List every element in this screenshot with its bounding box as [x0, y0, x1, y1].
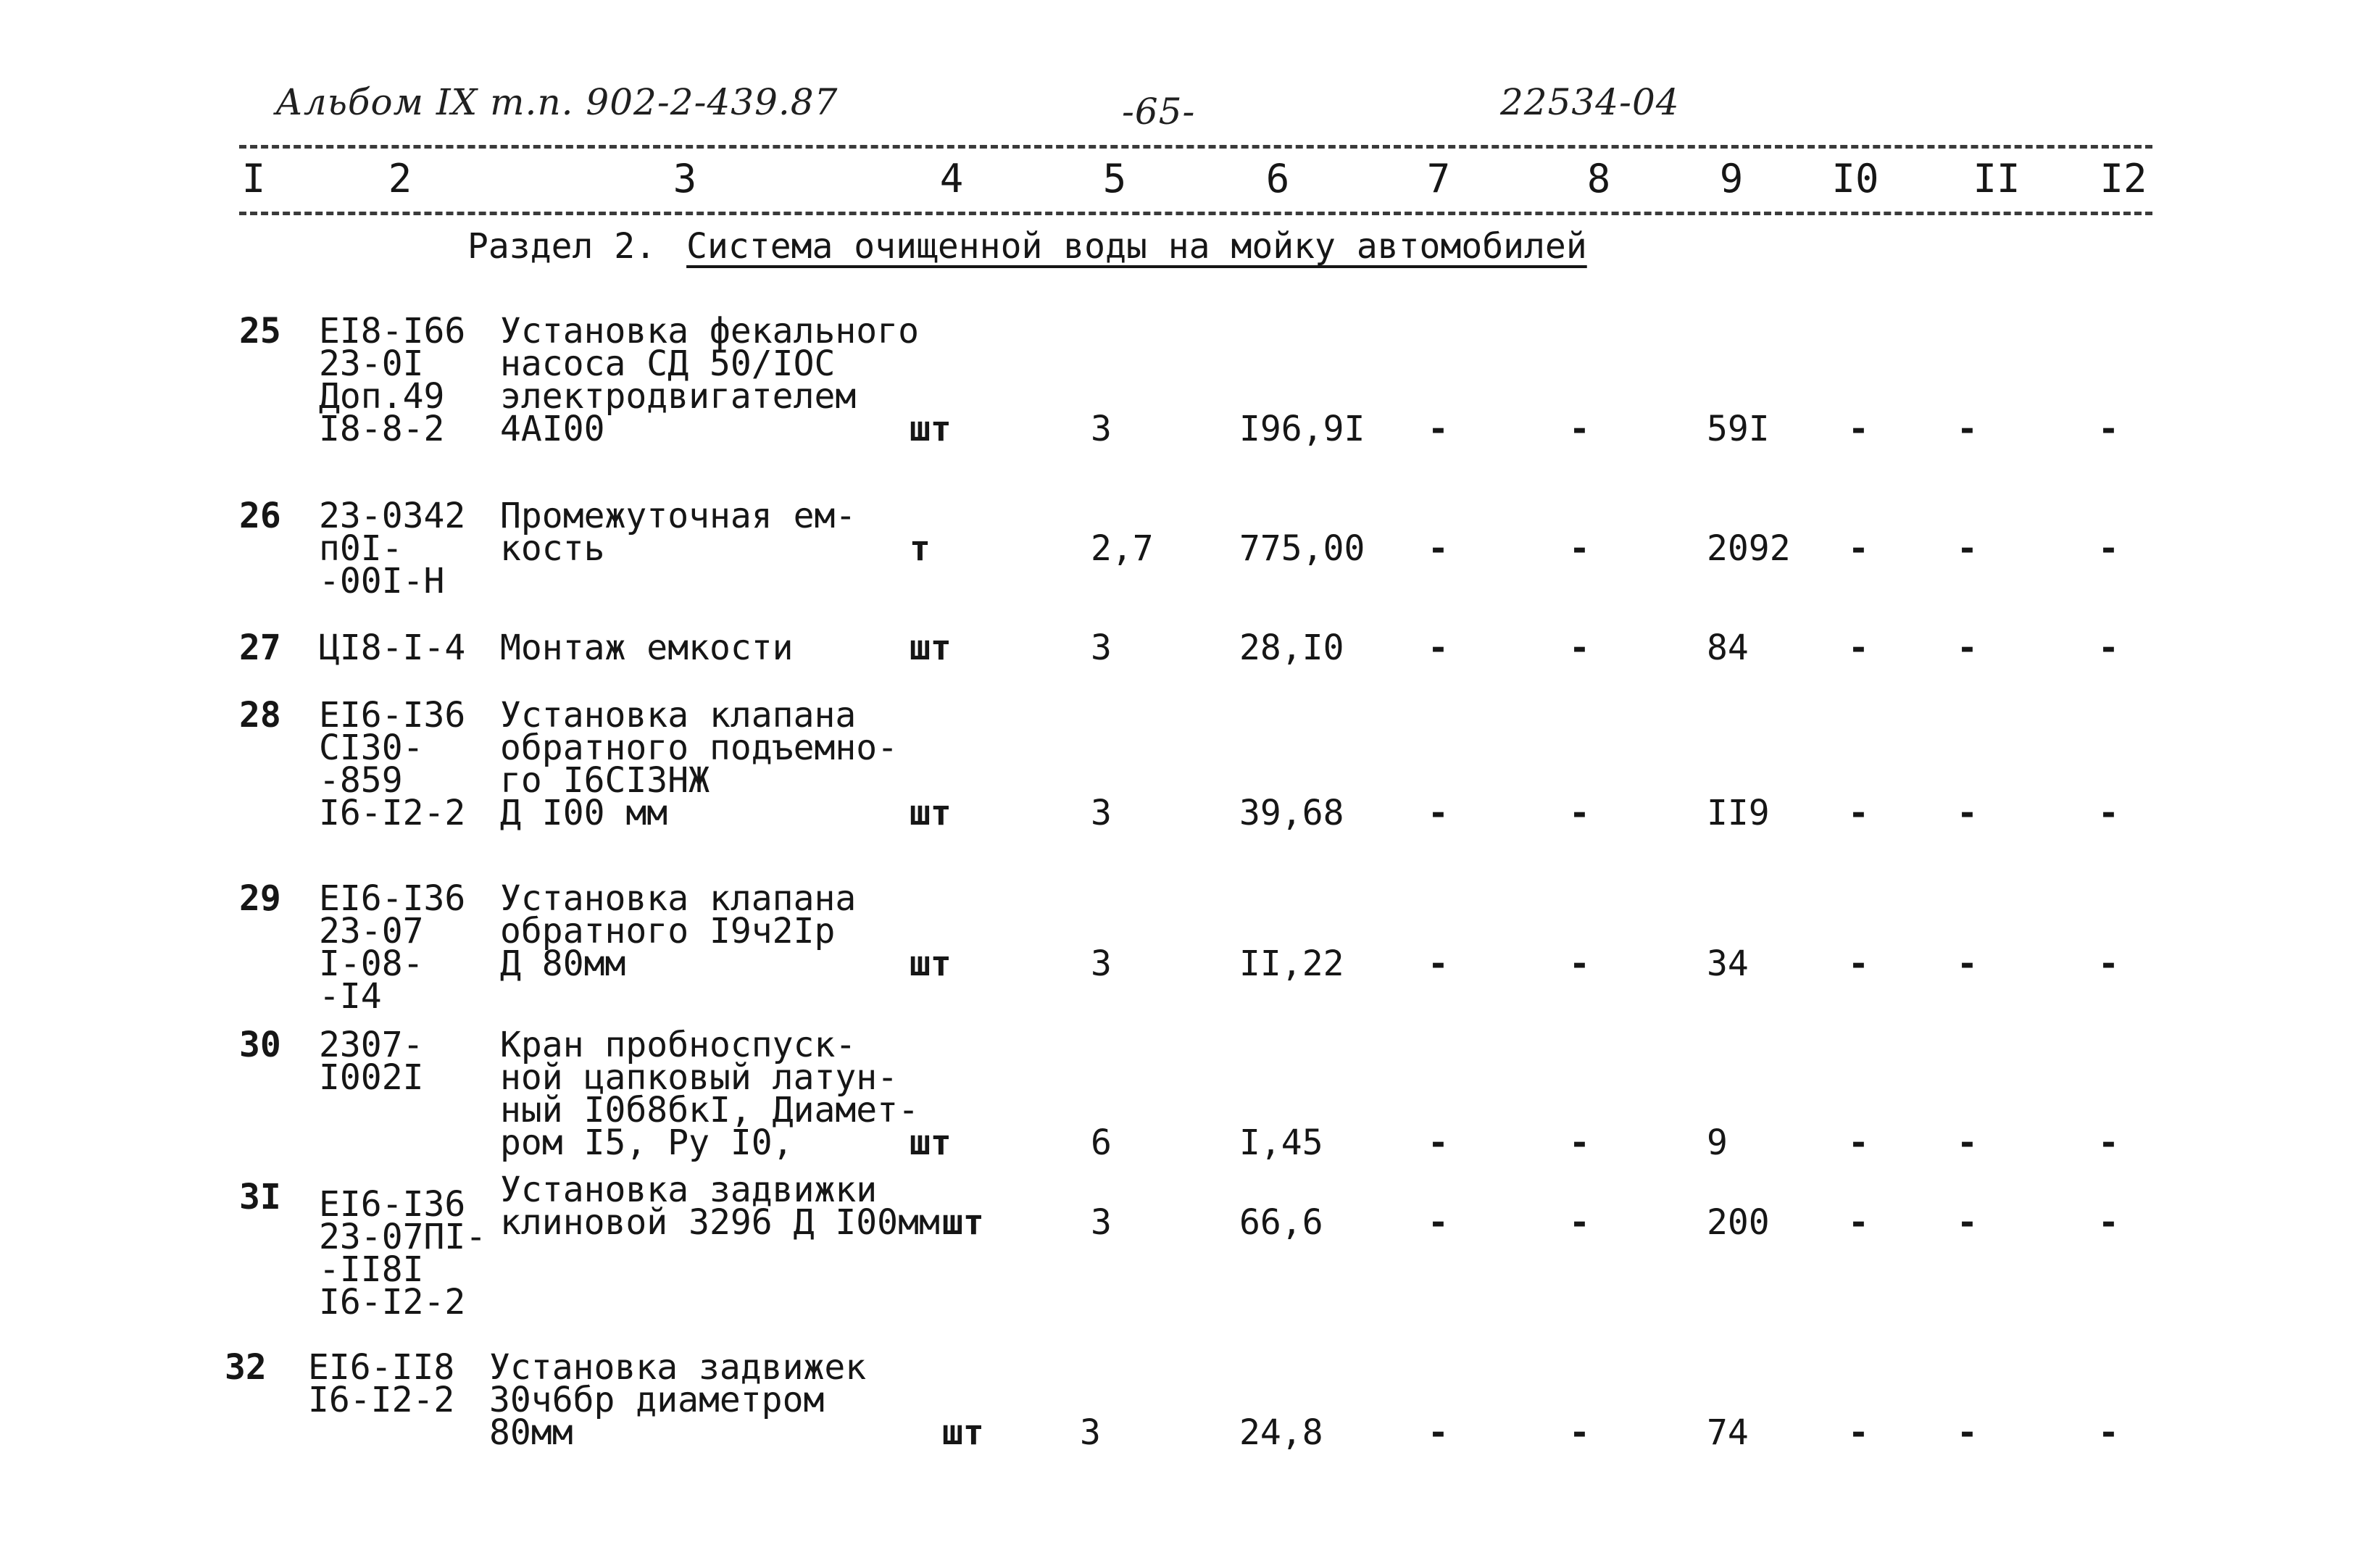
row-col8: -	[1569, 1122, 1590, 1163]
row-name: Установка задвижек 30ч6бр диаметром 80мм	[489, 1347, 867, 1453]
column-header: 6	[1265, 156, 1290, 201]
row-number: 25	[239, 311, 281, 351]
row-unit: шт	[910, 409, 952, 449]
row-col11: -	[1957, 628, 1978, 668]
row-name: Установка задвижки клиновой 3296 Д I00мм	[500, 1170, 940, 1243]
row-quantity: 3	[1080, 1412, 1101, 1453]
row-col12: -	[2098, 1122, 2119, 1163]
row-total: 2092	[1707, 528, 1791, 569]
row-quantity: 6	[1091, 1122, 1112, 1163]
row-price: 28,I0	[1239, 628, 1344, 668]
row-col11: -	[1957, 409, 1978, 449]
column-header: 5	[1102, 156, 1127, 201]
row-name: Монтаж емкости	[500, 628, 794, 668]
row-col11: -	[1957, 1412, 1978, 1453]
row-unit: шт	[910, 628, 952, 668]
row-col10: -	[1848, 628, 1869, 668]
row-col8: -	[1569, 528, 1590, 569]
row-col7: -	[1428, 409, 1449, 449]
row-col12: -	[2098, 943, 2119, 984]
row-col8: -	[1569, 943, 1590, 984]
row-unit: шт	[910, 793, 952, 833]
row-col8: -	[1569, 628, 1590, 668]
row-name: Установка фекального насоса СД 50/IOC электродвигателем 4AI00	[500, 311, 919, 449]
row-total: 200	[1707, 1202, 1770, 1243]
row-total: 59I	[1707, 409, 1770, 449]
row-number: 27	[239, 628, 281, 668]
row-price: 39,68	[1239, 793, 1344, 833]
row-number: 26	[239, 496, 281, 536]
row-col10: -	[1848, 528, 1869, 569]
row-code: EI6-I36 23-07 I-08- -I4	[319, 878, 466, 1017]
row-col8: -	[1569, 409, 1590, 449]
row-col11: -	[1957, 1202, 1978, 1243]
row-col7: -	[1428, 1122, 1449, 1163]
row-col12: -	[2098, 528, 2119, 569]
header-rule-top	[239, 145, 2152, 149]
section-heading	[467, 226, 1587, 267]
row-price: II,22	[1239, 943, 1344, 984]
row-price: 66,6	[1239, 1202, 1323, 1243]
column-header: 7	[1426, 156, 1451, 201]
row-col11: -	[1957, 1122, 1978, 1163]
album-reference: Альбом IX т.п. 902-2-439.87	[275, 81, 839, 123]
row-quantity: 2,7	[1091, 528, 1154, 569]
row-code: 2307- I002I	[319, 1025, 424, 1098]
row-col10: -	[1848, 793, 1869, 833]
row-quantity: 3	[1091, 409, 1112, 449]
row-quantity: 3	[1091, 943, 1112, 984]
row-col11: -	[1957, 793, 1978, 833]
row-col8: -	[1569, 793, 1590, 833]
row-number: 28	[239, 695, 281, 736]
row-price: I96,9I	[1239, 409, 1365, 449]
row-total: 34	[1707, 943, 1749, 984]
row-col7: -	[1428, 628, 1449, 668]
row-code: EI6-I36 CI30- -859 I6-I2-2	[319, 695, 466, 833]
row-col10: -	[1848, 1412, 1869, 1453]
row-price: 775,00	[1239, 528, 1365, 569]
row-total: II9	[1707, 793, 1770, 833]
row-code: 23-0342 п0I- -00I-H	[319, 496, 466, 601]
row-col8: -	[1569, 1412, 1590, 1453]
row-col7: -	[1428, 1202, 1449, 1243]
column-header: 4	[939, 156, 964, 201]
row-price: 24,8	[1239, 1412, 1323, 1453]
row-col11: -	[1957, 528, 1978, 569]
row-name: Кран пробноспуск- ной цапковый латун- ный I0б8бкI, Диамет- ром I5, Ру I0,	[500, 1025, 919, 1163]
row-total: 9	[1707, 1122, 1728, 1163]
row-col10: -	[1848, 1122, 1869, 1163]
row-unit: шт	[942, 1202, 984, 1243]
section-label: Раздел 2.	[467, 226, 657, 267]
row-total: 84	[1707, 628, 1749, 668]
row-unit: шт	[942, 1412, 984, 1453]
row-number: 29	[239, 878, 281, 919]
row-col12: -	[2098, 1412, 2119, 1453]
page-number: -65-	[1122, 91, 1196, 133]
column-header: 2	[388, 156, 412, 201]
section-title: Система очищенной воды на мойку автомобилей	[686, 226, 1587, 267]
row-unit: шт	[910, 943, 952, 984]
column-header: I2	[2100, 156, 2147, 201]
row-col7: -	[1428, 793, 1449, 833]
header-rule-bottom	[239, 212, 2152, 215]
row-col7: -	[1428, 943, 1449, 984]
row-code: EI8-I66 23-0I Доп.49 I8-8-2	[319, 311, 466, 449]
row-unit: шт	[910, 1122, 952, 1163]
row-code: ЦI8-I-4	[319, 628, 466, 668]
row-number: 3I	[239, 1177, 281, 1217]
row-quantity: 3	[1091, 628, 1112, 668]
column-header: 3	[673, 156, 697, 201]
column-header: 9	[1719, 156, 1744, 201]
row-col12: -	[2098, 409, 2119, 449]
row-quantity: 3	[1091, 1202, 1112, 1243]
row-col10: -	[1848, 409, 1869, 449]
row-name: Установка клапана обратного подъемно- го I6CI3HЖ Д I00 мм	[500, 695, 899, 833]
column-header: I0	[1831, 156, 1879, 201]
document-code: 22534-04	[1500, 81, 1680, 123]
row-number: 30	[239, 1025, 281, 1065]
row-name: Промежуточная ем- кость	[500, 496, 857, 569]
column-header: 8	[1586, 156, 1611, 201]
row-col12: -	[2098, 628, 2119, 668]
row-number: 32	[225, 1347, 267, 1388]
row-name: Установка клапана обратного I9ч2Iр Д 80мм	[500, 878, 857, 984]
column-header: II	[1973, 156, 2021, 201]
row-col7: -	[1428, 528, 1449, 569]
row-col10: -	[1848, 1202, 1869, 1243]
row-total: 74	[1707, 1412, 1749, 1453]
row-quantity: 3	[1091, 793, 1112, 833]
row-col11: -	[1957, 943, 1978, 984]
row-code: EI6-I36 23-07ПI- -II8I I6-I2-2	[319, 1184, 487, 1322]
column-header: I	[241, 156, 266, 201]
row-col7: -	[1428, 1412, 1449, 1453]
row-price: I,45	[1239, 1122, 1323, 1163]
row-col12: -	[2098, 1202, 2119, 1243]
row-col10: -	[1848, 943, 1869, 984]
row-unit: т	[910, 528, 931, 569]
row-code: EI6-II8 I6-I2-2	[308, 1347, 455, 1420]
row-col8: -	[1569, 1202, 1590, 1243]
row-col12: -	[2098, 793, 2119, 833]
